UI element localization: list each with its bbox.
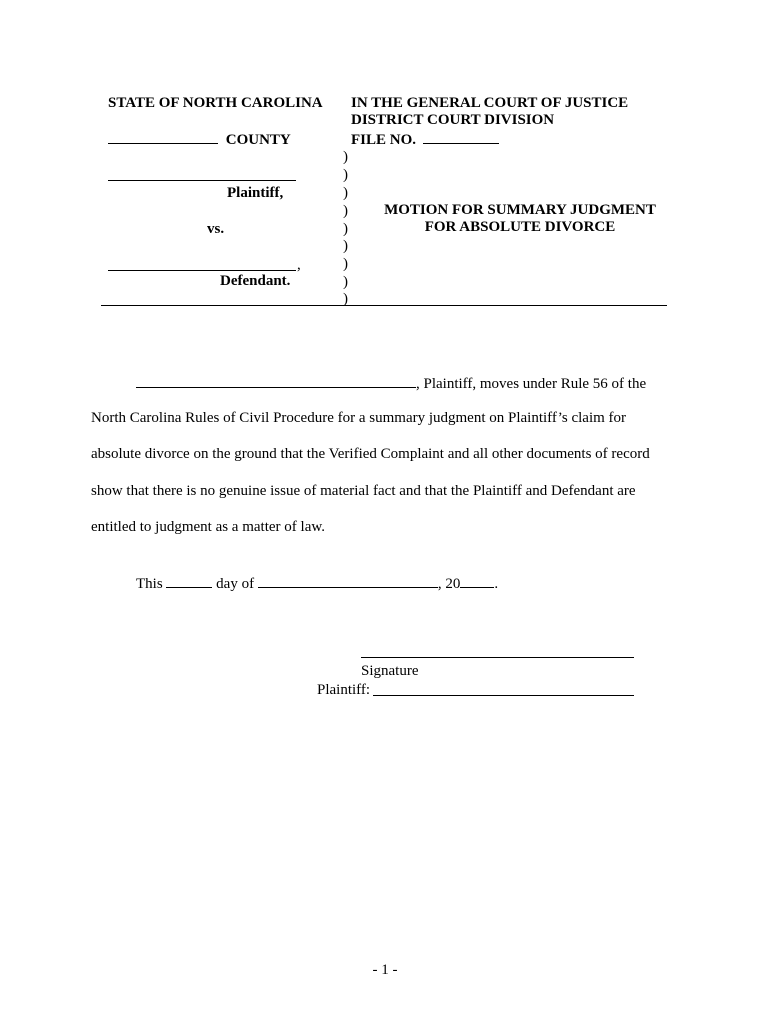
- body-line-3: absolute divorce on the ground that the Verified Complaint and all other documents of record: [91, 446, 650, 462]
- plaintiff-printed-name-blank[interactable]: [373, 695, 634, 696]
- body-line-1: [136, 375, 646, 392]
- document-title-line1: MOTION FOR SUMMARY JUDGMENT: [384, 202, 656, 218]
- date-day-of-label: day of: [216, 576, 255, 592]
- date-year-prefix: , 20: [437, 576, 461, 592]
- caption-paren: ): [343, 167, 348, 183]
- file-no-line: [351, 131, 499, 148]
- file-no-blank[interactable]: [423, 131, 499, 144]
- body-line-4: show that there is no genuine issue of material fact and that the Plaintiff and Defendant are: [91, 483, 636, 499]
- year-blank[interactable]: [460, 575, 494, 588]
- body-line-5: entitled to judgment as a matter of law.: [91, 519, 325, 535]
- defendant-comma: ,: [297, 257, 301, 273]
- date-this-label: This: [136, 576, 163, 592]
- document-title-line2: FOR ABSOLUTE DIVORCE: [424, 219, 616, 235]
- file-no-label: FILE NO.: [351, 132, 417, 148]
- plaintiff-name-body-blank[interactable]: [136, 375, 416, 388]
- plaintiff-label: Plaintiff,: [227, 185, 284, 201]
- signature-label: Signature: [361, 663, 419, 679]
- county-label: COUNTY: [225, 132, 291, 148]
- caption-paren: ): [343, 238, 348, 254]
- day-blank[interactable]: [166, 575, 212, 588]
- defendant-label: Defendant.: [220, 273, 291, 289]
- court-heading-line2: DISTRICT COURT DIVISION: [351, 112, 555, 128]
- state-heading: STATE OF NORTH CAROLINA: [108, 95, 323, 111]
- date-period: .: [494, 576, 499, 592]
- caption-paren: ): [343, 221, 348, 237]
- page-number: - 1 -: [372, 962, 398, 978]
- plaintiff-name-blank[interactable]: [108, 180, 296, 181]
- signature-blank[interactable]: [361, 657, 634, 658]
- caption-paren: ): [343, 274, 348, 290]
- vs-label: vs.: [207, 221, 225, 237]
- court-heading-line1: IN THE GENERAL COURT OF JUSTICE: [351, 95, 629, 111]
- county-line: [108, 131, 291, 148]
- caption-paren: ): [343, 291, 348, 307]
- defendant-name-blank[interactable]: [108, 270, 296, 271]
- county-blank[interactable]: [108, 131, 218, 144]
- date-line: [136, 575, 498, 592]
- body-line-1-text: , Plaintiff, moves under Rule 56 of the: [416, 376, 647, 392]
- caption-paren: ): [343, 185, 348, 201]
- caption-divider: [101, 305, 667, 306]
- caption-paren: ): [343, 203, 348, 219]
- body-line-2: North Carolina Rules of Civil Procedure for a summary judgment on Plaintiff’s claim for: [91, 410, 627, 426]
- month-blank[interactable]: [258, 575, 438, 588]
- caption-paren: ): [343, 256, 348, 272]
- plaintiff-signature-label: Plaintiff:: [317, 682, 371, 698]
- caption-paren: ): [343, 149, 348, 165]
